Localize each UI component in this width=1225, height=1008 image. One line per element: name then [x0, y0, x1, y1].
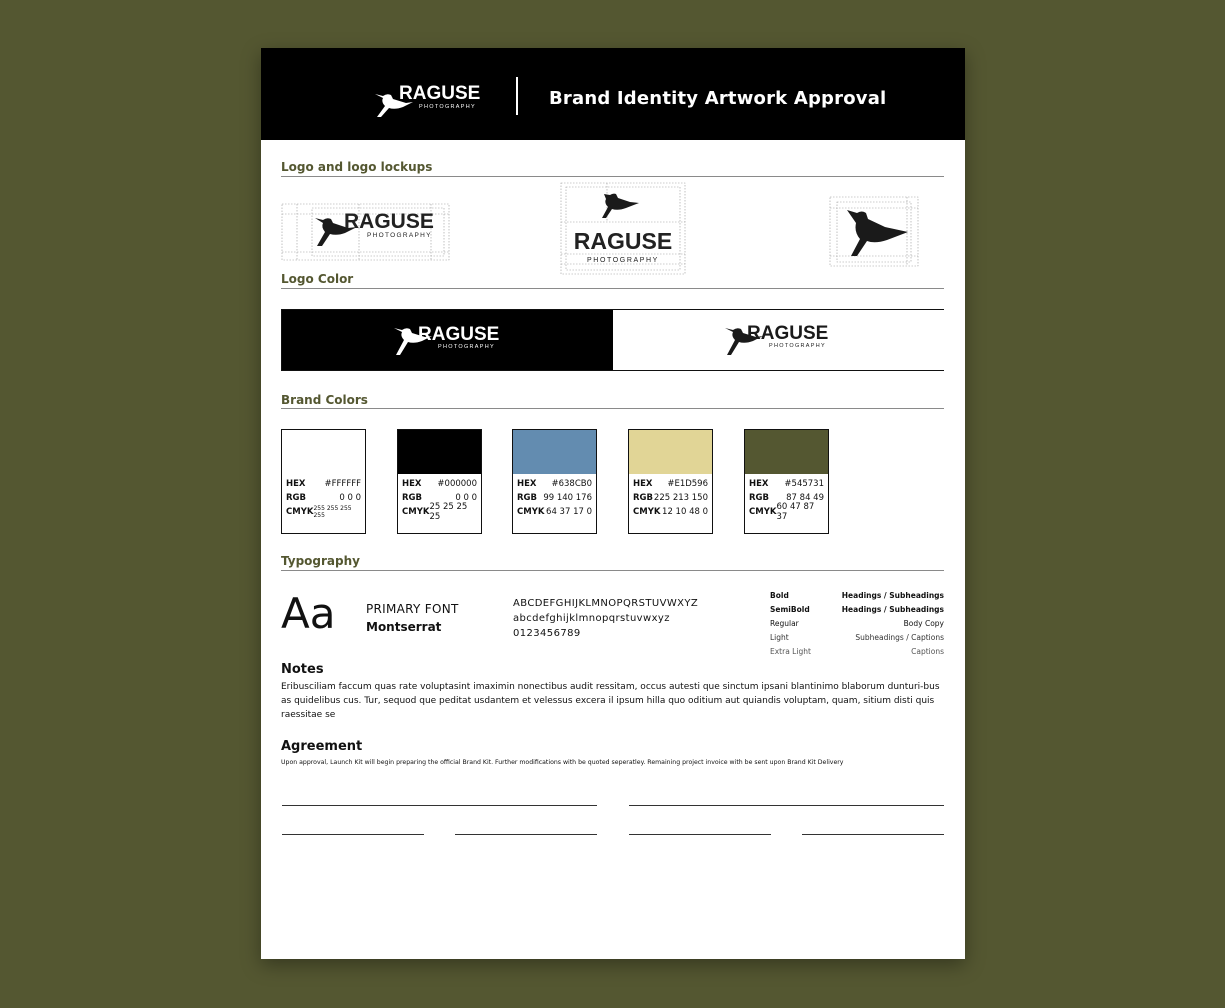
brand-tagline: PHOTOGRAPHY [769, 343, 826, 349]
weight-use: Headings / Subheadings [841, 590, 944, 600]
agreement-title: Agreement [281, 739, 363, 754]
logo-horizontal-lockup [281, 202, 451, 262]
uppercase-sample: ABCDEFGHIJKLMNOPQRSTUVWXYZ [513, 598, 699, 609]
swatch-black [397, 429, 482, 534]
brand-tagline: PHOTOGRAPHY [587, 257, 659, 264]
brand-wordmark: RAGUSE [344, 210, 434, 233]
weight-name: Light [770, 632, 789, 642]
rgb-label: RGB [517, 493, 538, 503]
brand-wordmark: RAGUSE [573, 228, 673, 254]
cmyk-value: 25 25 25 25 [429, 502, 468, 522]
hex-value: #E1D596 [667, 479, 708, 489]
section-typography: Typography [281, 554, 360, 568]
section-brand-colors: Brand Colors [281, 393, 368, 407]
header-logo [373, 80, 489, 120]
section-logo-color: Logo Color [281, 272, 354, 286]
cmyk-value: 12 10 48 0 [662, 507, 708, 517]
swatch-blue [512, 429, 597, 534]
hex-label: HEX [286, 479, 306, 489]
cmyk-label: CMYK [749, 507, 777, 517]
brand-tagline: PHOTOGRAPHY [367, 232, 432, 239]
hex-label: HEX [749, 479, 769, 489]
logo-on-light [613, 310, 944, 370]
notes-title: Notes [281, 662, 324, 677]
brand-tagline: PHOTOGRAPHY [419, 104, 476, 110]
logo-on-dark [282, 310, 613, 370]
rgb-label: RGB [633, 493, 654, 503]
hex-label: HEX [517, 479, 537, 489]
weight-name: Regular [770, 618, 799, 628]
approval-sheet [261, 48, 965, 959]
divider [281, 570, 944, 571]
hex-label: HEX [633, 479, 653, 489]
signature-line[interactable] [282, 834, 424, 835]
cmyk-value: 60 47 87 37 [776, 502, 815, 522]
page-title: Brand Identity Artwork Approval [549, 88, 887, 109]
signature-line[interactable] [802, 834, 944, 835]
rgb-value: 225 213 150 [653, 493, 708, 503]
hex-value: #000000 [437, 479, 477, 489]
rgb-value: 0 0 0 [339, 493, 361, 503]
cmyk-value: 64 37 17 0 [546, 507, 592, 517]
swatch-olive [744, 429, 829, 534]
weight-use: Captions [911, 646, 944, 656]
rgb-label: RGB [402, 493, 423, 503]
digits-sample: 0123456789 [513, 628, 581, 639]
swatch-chip [629, 430, 712, 474]
brand-tagline: PHOTOGRAPHY [438, 344, 495, 350]
cmyk-label: CMYK [633, 507, 661, 517]
signature-line[interactable] [629, 805, 944, 806]
swatch-chip [513, 430, 596, 474]
signature-line[interactable] [455, 834, 597, 835]
cmyk-label: CMYK [286, 507, 314, 517]
hex-label: HEX [402, 479, 422, 489]
rgb-label: RGB [749, 493, 770, 503]
cmyk-value: 255 255 255 255 [313, 505, 352, 519]
goose-icon [847, 210, 908, 256]
cmyk-label: CMYK [517, 507, 545, 517]
swatch-chip [398, 430, 481, 474]
header-divider [516, 77, 518, 115]
hex-value: #545731 [784, 479, 824, 489]
brand-wordmark: RAGUSE [747, 323, 829, 344]
hex-value: #638CB0 [551, 479, 592, 489]
divider [281, 408, 944, 409]
goose-icon [602, 194, 639, 218]
section-logo-lockups: Logo and logo lockups [281, 160, 433, 174]
font-name: Montserrat [366, 620, 442, 634]
alphabet-sample [513, 596, 698, 641]
logo-color-bar [281, 309, 944, 371]
weight-name: Bold [770, 590, 789, 600]
rgb-label: RGB [286, 493, 307, 503]
brand-wordmark: RAGUSE [399, 83, 481, 104]
lowercase-sample: abcdefghijklmnopqrstuvwxyz [513, 613, 670, 624]
swatch-white [281, 429, 366, 534]
weight-name: Extra Light [770, 646, 811, 656]
divider [281, 176, 944, 177]
weight-use: Headings / Subheadings [841, 604, 944, 614]
type-sample: Aa [281, 589, 336, 638]
signature-line[interactable] [629, 834, 771, 835]
weight-name: SemiBold [770, 604, 810, 614]
header-bar [261, 48, 965, 140]
logo-stacked-lockup [560, 182, 687, 276]
rgb-value: 0 0 0 [455, 493, 477, 503]
cmyk-label: CMYK [402, 507, 430, 517]
font-weights-list [770, 588, 944, 658]
divider [281, 288, 944, 289]
brand-wordmark: RAGUSE [418, 324, 500, 345]
rgb-value: 87 84 49 [786, 493, 824, 503]
swatch-chip [282, 430, 365, 474]
swatch-sand [628, 429, 713, 534]
notes-body: Eribusciliam faccum quas rate voluptasint imaximin nonectibus audit ressitam, occus autesti que sinctum ipsani blantinimo blaborum dunturi-bus as quidelibus cus. Tur, sequod que peditat usdantem et velessus excera il ipsum hilla quo oditium aut quiandis voluptam, quam, sitium disti quis raessitae se [281, 682, 940, 720]
rgb-value: 99 140 176 [543, 493, 592, 503]
weight-use: Subheadings / Captions [855, 632, 944, 642]
agreement-body: Upon approval, Launch Kit will begin preparing the official Brand Kit. Further modifications with be quoted seperatley. Remaining project invoice with be sent upon Brand Kit Delivery [281, 759, 844, 766]
signature-line[interactable] [282, 805, 597, 806]
logo-icon-lockup [829, 196, 919, 268]
swatch-chip [745, 430, 828, 474]
primary-font-label: PRIMARY FONT [366, 602, 459, 616]
weight-use: Body Copy [903, 618, 944, 628]
hex-value: #FFFFFF [324, 479, 361, 489]
